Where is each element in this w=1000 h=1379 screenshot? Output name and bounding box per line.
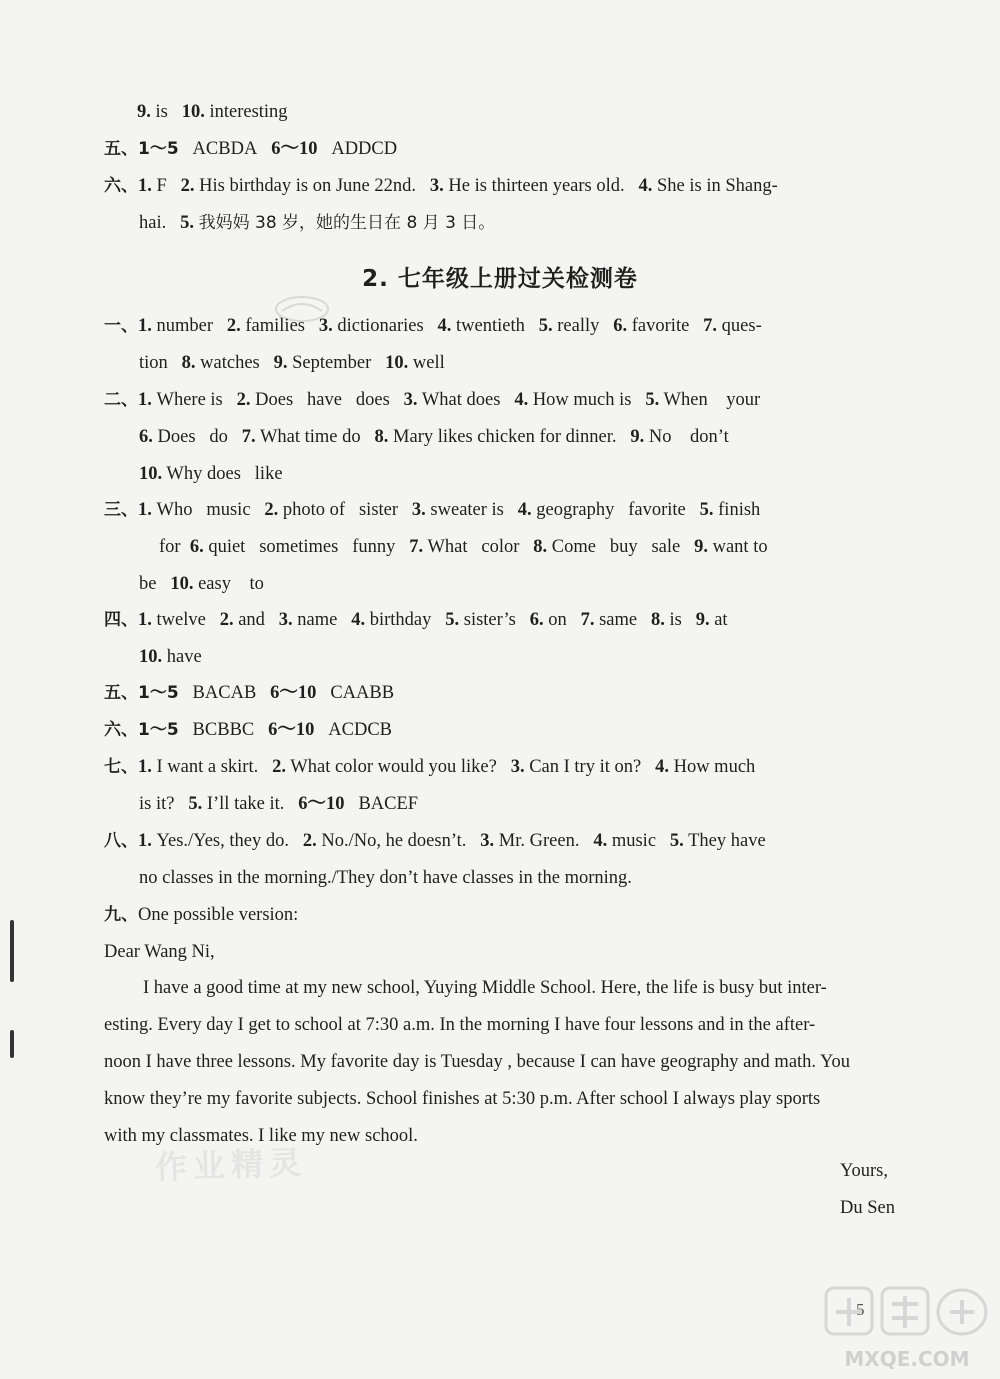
- section-title: 2. 七年级上册过关检测卷: [362, 266, 638, 292]
- section-8-line-1: 八、1. Yes./Yes, they do. 2. No./No, he doesn’t. 3. Mr. Green. 4. music 5. They have: [104, 831, 766, 851]
- letter-closing: Yours,: [840, 1161, 888, 1181]
- section-3-line-1: 三、1. Who music 2. photo of sister 3. sweater is 4. geography favorite 5. finish: [104, 500, 761, 520]
- letter-signature: Du Sen: [840, 1198, 895, 1218]
- section-4-line-2: 10. have: [139, 647, 202, 667]
- intro-line-1: 9. is 10. interesting: [137, 102, 288, 122]
- site-logo-icon: [822, 1282, 992, 1374]
- section-9-heading: 九、One possible version:: [104, 905, 299, 925]
- section-3-line-2: for 6. quiet sometimes funny 7. What color 8. Come buy sale 9. want to: [159, 537, 768, 557]
- section-1-line-1: 一、1. number 2. families 3. dictionaries 4. twentieth 5. really 6. favorite 7. ques-: [104, 316, 762, 336]
- section-1-line-2: tion 8. watches 9. September 10. well: [139, 353, 445, 373]
- section-2-line-3: 10. Why does like: [139, 464, 283, 484]
- watermark-text: 作业精灵: [154, 1143, 308, 1187]
- scan-artifact: [10, 1030, 14, 1058]
- page-number: 5: [856, 1300, 865, 1319]
- section-2-line-2: 6. Does do 7. What time do 8. Mary likes chicken for dinner. 9. No don’t: [139, 427, 729, 447]
- intro-line-3: 六、1. F 2. His birthday is on June 22nd. 3. He is thirteen years old. 4. She is in Shang-: [104, 176, 778, 196]
- intro-line-4: hai. 5. 我妈妈 38 岁，她的生日在 8 月 3 日。: [139, 213, 496, 233]
- section-2-line-1: 二、1. Where is 2. Does have does 3. What does 4. How much is 5. When your: [104, 390, 761, 410]
- section-7-line-2: is it? 5. I’ll take it. 6～10 BACEF: [139, 794, 419, 814]
- letter-greeting: Dear Wang Ni,: [104, 942, 215, 962]
- section-8-line-2: no classes in the morning./They don’t have classes in the morning.: [139, 868, 632, 888]
- letter-line-5: with my classmates. I like my new school.: [104, 1126, 418, 1146]
- section-3-line-3: be 10. easy to: [139, 574, 264, 594]
- logo-text: MXQE.COM: [844, 1347, 970, 1371]
- letter-line-3: noon I have three lessons. My favorite day is Tuesday , because I can have geography and math. You: [104, 1052, 850, 1072]
- section-6-line: 六、1～5 BCBBC 6～10 ACDCB: [104, 720, 393, 740]
- letter-line-1: I have a good time at my new school, Yuying Middle School. Here, the life is busy but inter-: [143, 978, 827, 998]
- letter-line-4: know they’re my favorite subjects. School finishes at 5:30 p.m. After school I always play sports: [104, 1089, 821, 1109]
- section-4-line-1: 四、1. twelve 2. and 3. name 4. birthday 5. sister’s 6. on 7. same 8. is 9. at: [104, 610, 728, 630]
- section-5-line: 五、1～5 BACAB 6～10 CAABB: [104, 683, 395, 703]
- intro-line-2: 五、1～5 ACBDA 6～10 ADDCD: [104, 139, 398, 159]
- scan-artifact: [10, 920, 14, 982]
- section-7-line-1: 七、1. I want a skirt. 2. What color would you like? 3. Can I try it on? 4. How much: [104, 757, 756, 777]
- letter-line-2: esting. Every day I get to school at 7:30 a.m. In the morning I have four lessons and in the after-: [104, 1015, 816, 1035]
